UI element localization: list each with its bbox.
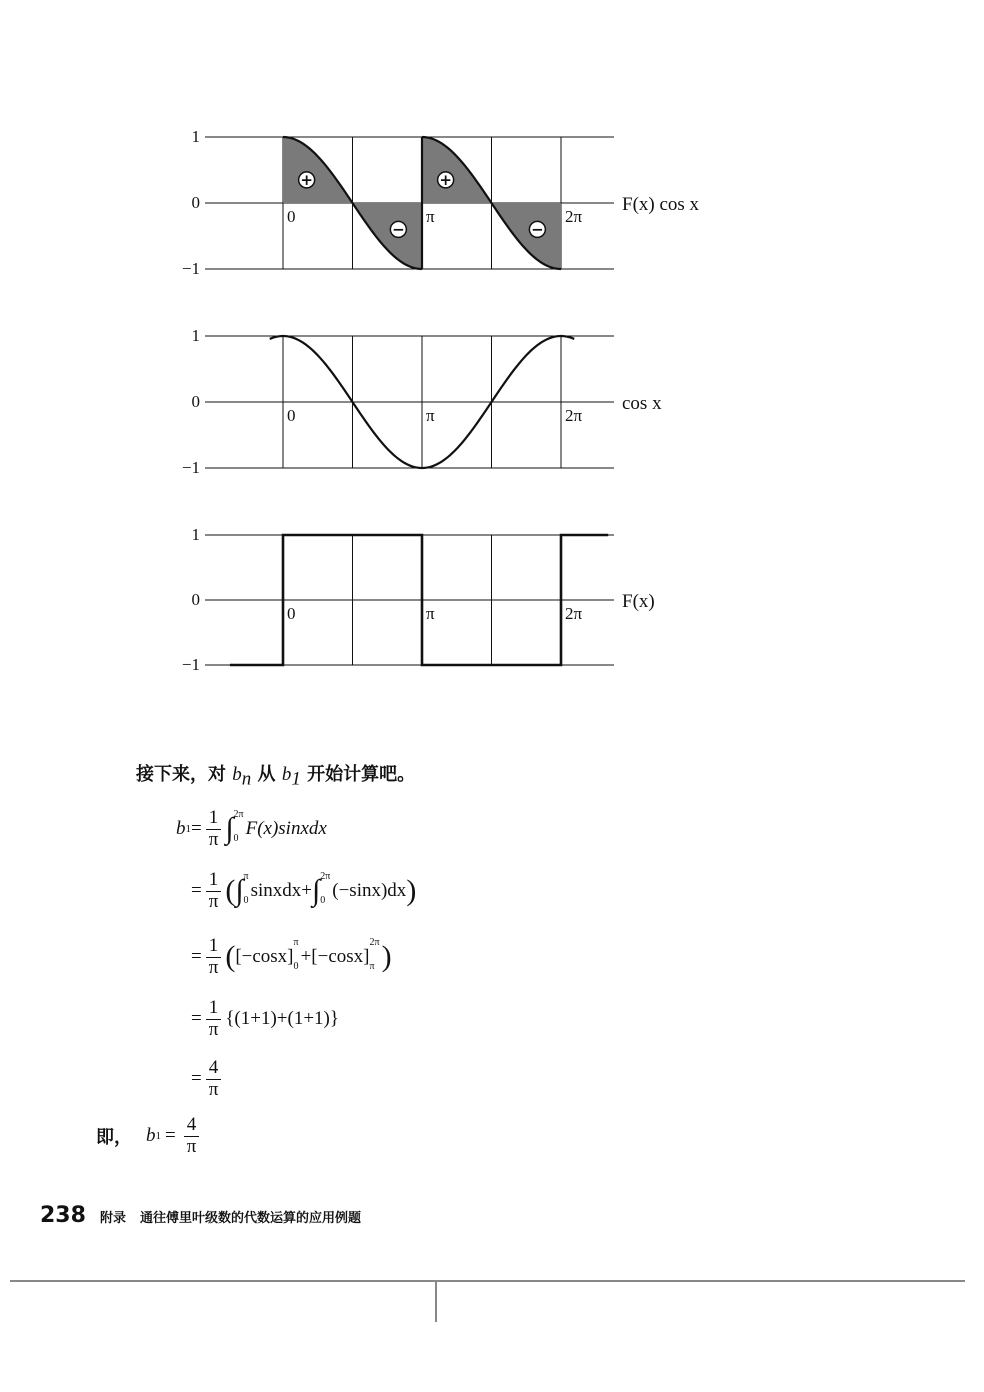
eq-part-2: (−sinx)dx <box>332 880 407 902</box>
footer-section: 附录 <box>99 1211 126 1226</box>
result-fraction <box>184 1115 200 1158</box>
frac-num: 4 <box>206 1058 222 1080</box>
integral-sign: ∫ <box>235 874 244 908</box>
x-tick-label: 0 <box>287 207 296 226</box>
page-footer <box>40 1203 361 1228</box>
footer-title: 通往傅里叶级数的代数运算的应用例题 <box>139 1211 361 1226</box>
eq-integrand-1: F(x)sinxdx <box>245 818 327 840</box>
eq-fraction-1 <box>206 808 222 851</box>
eq-lhs-b: b <box>176 818 186 840</box>
integral-limits <box>320 871 331 907</box>
conclusion-math <box>146 1115 203 1158</box>
upper-limit: 2π <box>233 809 244 821</box>
result-b: b <box>146 1125 156 1147</box>
curve-label: cos x <box>622 393 662 414</box>
intro-text-3: 开始计算吧。 <box>300 764 416 785</box>
eq-plus: + <box>300 946 312 968</box>
intro-sub-1: 1 <box>291 768 301 790</box>
intro-var-b1: b <box>281 764 292 785</box>
y-tick-label: 1 <box>191 127 200 146</box>
upper-limit: 2π <box>369 937 380 949</box>
sign-label: + <box>439 170 452 189</box>
frac-den: π <box>186 1135 197 1157</box>
eq-sum: {(1+1)+(1+1)} <box>225 1008 340 1030</box>
lower-limit: 0 <box>293 961 299 973</box>
equation-line-4 <box>191 998 339 1041</box>
integral-limits <box>233 809 244 845</box>
lower-limit: 0 <box>320 895 326 907</box>
y-tick-label: −1 <box>181 458 200 477</box>
conclusion-label: 即， <box>96 1127 132 1149</box>
x-tick-label: π <box>426 406 435 425</box>
intro-var-bn: b <box>232 764 242 785</box>
shaded-region <box>422 137 492 203</box>
x-tick-label: 2π <box>565 207 583 226</box>
bracket-limits <box>293 937 299 973</box>
shaded-region <box>353 203 423 269</box>
integral-sign: ∫ <box>225 812 234 846</box>
eq-fraction-5 <box>206 1058 222 1101</box>
eq-equals-2: = <box>191 880 202 902</box>
x-tick-label: 2π <box>565 604 583 623</box>
eq-equals-5: = <box>191 1068 202 1090</box>
shaded-region <box>283 137 353 203</box>
intro-text-2: 从 <box>251 764 282 785</box>
lower-limit: 0 <box>233 833 239 845</box>
curve-label: F(x) cos x <box>622 194 700 215</box>
eq-bracket-1: [−cosx] <box>235 946 294 968</box>
intro-sentence <box>136 760 415 791</box>
upper-limit: π <box>293 937 299 949</box>
y-tick-label: 1 <box>191 525 200 544</box>
x-tick-label: π <box>426 604 435 623</box>
curve-label: F(x) <box>622 591 655 612</box>
eq-lhs-sub: 1 <box>185 823 191 836</box>
sign-label: − <box>392 220 405 239</box>
equation-line-1 <box>176 808 327 851</box>
y-tick-label: 0 <box>191 590 200 609</box>
frac-num: 1 <box>206 998 222 1020</box>
eq-equals-4: = <box>191 1008 202 1030</box>
upper-limit: π <box>243 871 249 883</box>
eq-fraction-2 <box>206 870 222 913</box>
x-tick-label: 0 <box>287 406 296 425</box>
intro-sub-n: n <box>241 768 252 790</box>
y-tick-label: −1 <box>181 655 200 674</box>
eq-part-1: sinxdx+ <box>250 880 312 902</box>
upper-limit: 2π <box>320 871 331 883</box>
x-tick-label: 2π <box>565 406 583 425</box>
open-paren: ( <box>225 874 236 908</box>
frac-den: π <box>208 956 219 978</box>
frac-den: π <box>208 828 219 850</box>
bottom-tick <box>435 1282 437 1322</box>
equation-line-2 <box>191 870 416 913</box>
y-tick-label: 0 <box>191 392 200 411</box>
result-sub: 1 <box>155 1130 161 1143</box>
integral-limits <box>243 871 249 907</box>
lower-limit: 0 <box>243 895 249 907</box>
conclusion <box>96 1115 203 1158</box>
open-paren: ( <box>225 940 236 974</box>
close-paren: ) <box>381 940 392 974</box>
y-tick-label: 1 <box>191 326 200 345</box>
frac-num: 1 <box>206 808 222 830</box>
sign-label: + <box>300 170 313 189</box>
y-tick-label: 0 <box>191 193 200 212</box>
frac-num: 1 <box>206 870 222 892</box>
frac-den: π <box>208 1018 219 1040</box>
eq-fraction-4 <box>206 998 222 1041</box>
result-equals: = <box>165 1125 176 1147</box>
equation-line-5 <box>191 1058 225 1101</box>
x-tick-label: π <box>426 207 435 226</box>
close-paren: ) <box>406 874 417 908</box>
y-tick-label: −1 <box>181 259 200 278</box>
intro-text-1: 接下来，对 <box>136 764 233 785</box>
page-number: 238 <box>40 1203 86 1228</box>
eq-fraction-3 <box>206 936 222 979</box>
equation-line-3 <box>191 936 392 979</box>
bottom-rule <box>10 1280 965 1282</box>
eq-bracket-2: [−cosx] <box>311 946 370 968</box>
eq-equals-3: = <box>191 946 202 968</box>
x-tick-label: 0 <box>287 604 296 623</box>
bracket-limits <box>369 937 380 973</box>
shaded-region <box>492 203 562 269</box>
integral-sign: ∫ <box>311 874 321 908</box>
frac-num: 4 <box>184 1115 200 1137</box>
sign-label: − <box>531 220 544 239</box>
frac-num: 1 <box>206 936 222 958</box>
frac-den: π <box>208 890 219 912</box>
eq-equals-1: = <box>191 818 202 840</box>
frac-den: π <box>208 1078 219 1100</box>
lower-limit: π <box>369 961 375 973</box>
